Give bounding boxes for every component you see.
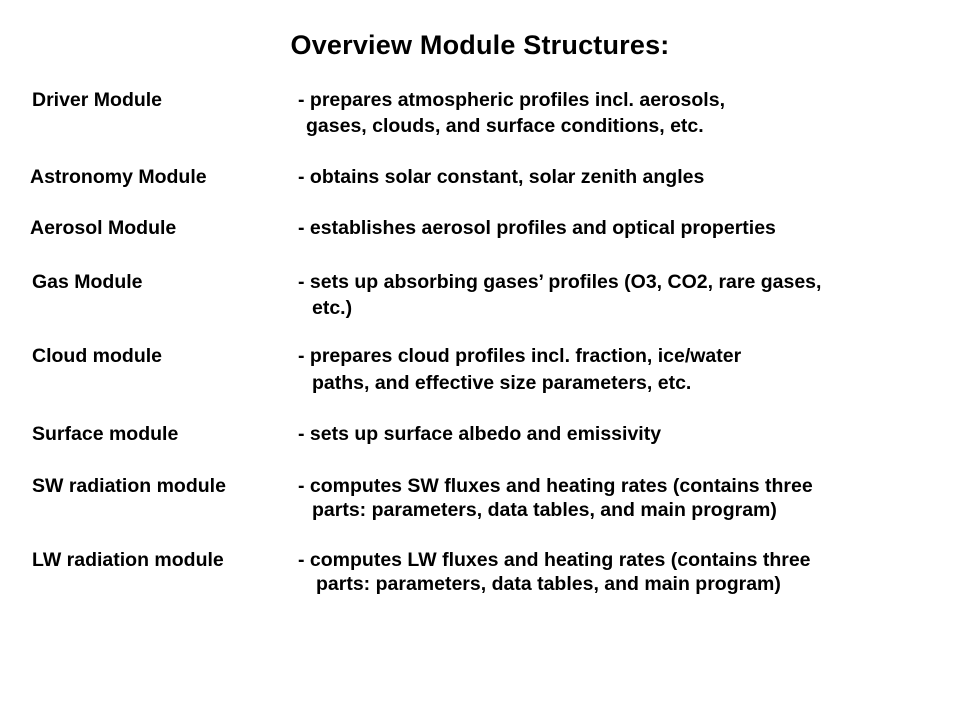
module-description-line2: gases, clouds, and surface conditions, etc. — [306, 115, 704, 137]
slide-title: Overview Module Structures: — [290, 30, 670, 60]
module-name: Aerosol Module — [30, 217, 177, 239]
module-description-line2: paths, and effective size parameters, etc. — [312, 372, 692, 394]
module-description-line2: etc.) — [312, 297, 353, 319]
module-description-line1: - sets up absorbing gases’ profiles (O3, CO2, rare gases, — [298, 271, 822, 293]
module-description-line1: - prepares atmospheric profiles incl. aerosols, — [298, 89, 725, 111]
module-name: Astronomy Module — [30, 166, 207, 188]
module-name: SW radiation module — [32, 475, 226, 497]
module-description-line1: - computes LW fluxes and heating rates (contains three — [298, 549, 811, 571]
module-name: Cloud module — [32, 345, 162, 367]
module-description-line1: - establishes aerosol profiles and optical properties — [298, 217, 776, 239]
module-name: Gas Module — [32, 271, 143, 293]
module-description-line2: parts: parameters, data tables, and main program) — [312, 499, 777, 521]
module-description-line1: - computes SW fluxes and heating rates (contains three — [298, 475, 813, 497]
module-description-line1: - obtains solar constant, solar zenith angles — [298, 166, 705, 188]
module-name: Surface module — [32, 423, 179, 445]
module-name: Driver Module — [32, 89, 163, 111]
module-description-line2: parts: parameters, data tables, and main program) — [316, 573, 781, 595]
module-name: LW radiation module — [32, 549, 224, 571]
module-description-line1: - sets up surface albedo and emissivity — [298, 423, 662, 445]
module-description-line1: - prepares cloud profiles incl. fraction, ice/water — [298, 345, 742, 367]
